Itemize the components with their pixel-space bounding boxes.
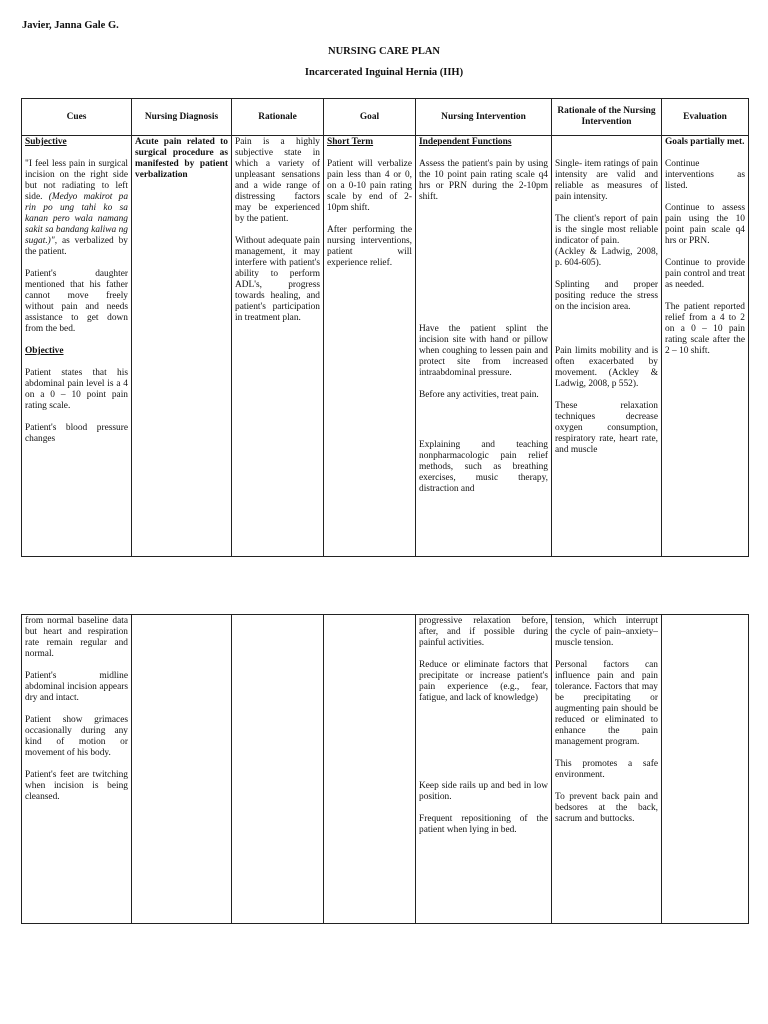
intervention-rationale-cell (552, 136, 662, 557)
intervention-text: Keep side rails up and bed in low position. (419, 781, 548, 802)
intervention-text: Frequent repositioning of the patient when lying in bed. (419, 814, 548, 835)
intervention-rationale-text: To prevent back pain and bedsores at the back, sacrum and buttocks. (555, 792, 658, 824)
cue-text: Patient's daughter mentioned that his father cannot move freely without pain and needs assistance to get down from the bed. (25, 269, 128, 334)
rationale-cell (232, 615, 324, 924)
rationale-text: Pain is a highly subjective state in which a variety of unpleasant sensations and a wide range of distressing factors may be experienced by the patient. (235, 137, 320, 224)
column-header-intervention-rationale: Rationale of the Nursing Intervention (552, 99, 662, 136)
author-name: Javier, Janna Gale G. (22, 20, 119, 31)
intervention-text: progressive relaxation before, after, and if possible during painful activities. (419, 616, 548, 648)
intervention-text: Reduce or eliminate factors that precipitate or increase patient's pain experience (e.g., fear, fatigue, and lack of knowledge) (419, 660, 548, 703)
cue-text (25, 159, 128, 258)
intervention-text: Explaining and teaching nonpharmacologic pain relief methods, such as breathing exercises, music therapy, distraction and (419, 440, 548, 494)
evaluation-status: Goals partially met. (665, 137, 745, 147)
table-row (22, 136, 749, 557)
cue-text: Patient states that his abdominal pain level is a 4 on a 0 – 10 point pain rating scale. (25, 368, 128, 411)
document-subtitle: Incarcerated Inguinal Hernia (IIH) (304, 67, 464, 78)
intervention-rationale-text: Pain limits mobility and is often exacerbated by movement. (Ackley & Ladwig, 2008, p 552). (555, 346, 658, 389)
cues-cell (22, 136, 132, 557)
intervention-rationale-text: These relaxation techniques decrease oxygen consumption, respiratory rate, heart rate, and muscle (555, 401, 658, 455)
table-header-row (22, 99, 749, 136)
evaluation-text: Continue to assess pain using the 10 point pain scale q4 hrs or PRN. (665, 203, 745, 246)
nursing-diagnosis: Acute pain related to surgical procedure as manifested by patient verbalization (135, 137, 228, 180)
cue-text: Patient show grimaces occasionally during any kind of motion or movement of his body. (25, 715, 128, 758)
cue-text: Patient's midline abdominal incision appears dry and intact. (25, 671, 128, 703)
cue-text: from normal baseline data but heart and respiration rate remain regular and normal. (25, 616, 128, 659)
evaluation-cell (662, 615, 749, 924)
short-term-heading: Short Term (327, 137, 374, 147)
intervention-text: Have the patient splint the incision site with hand or pillow when coughing to lessen pain and protect site from increased intraabdominal pressure. (419, 324, 548, 378)
intervention-text: Assess the patient's pain by using the 10 point pain rating scale q4 hrs or PRN during the 2-10pm shift. (419, 159, 548, 202)
rationale-cell (232, 136, 324, 557)
patient-quote-translation: (Medyo makirot pa rin po ung tahi ko sa kanan pero wala namang sakit sa bandang kaliwa ng sugat.)", (25, 192, 128, 246)
intervention-cell (416, 615, 552, 924)
intervention-rationale-text: Personal factors can influence pain and pain tolerance. Factors that may be precipitating or augmenting pain should be reduced or eliminated to enhance the pain management program. (555, 660, 658, 747)
column-header-intervention: Nursing Intervention (416, 99, 552, 136)
intervention-cell (416, 136, 552, 557)
intervention-rationale-cell (552, 615, 662, 924)
column-header-cues: Cues (22, 99, 132, 136)
goal-text: After performing the nursing interventions, patient will experience relief. (327, 225, 412, 268)
column-header-diagnosis: Nursing Diagnosis (132, 99, 232, 136)
goal-cell (324, 615, 416, 924)
intervention-rationale-text: tension, which interrupt the cycle of pain–anxiety–muscle tension. (555, 616, 658, 648)
cue-text: Patient's blood pressure changes (25, 423, 128, 444)
care-plan-table-page-1 (21, 98, 749, 557)
rationale-text: Without adequate pain management, it may interfere with patient's ability to perform ADL's, progress towards healing, and patient's participation in treatment plan. (235, 236, 320, 323)
evaluation-cell (662, 136, 749, 557)
goal-text: Patient will verbalize pain less than 4 or 0, on a 0-10 pain rating scale by end of 2-10pm shift. (327, 159, 412, 213)
column-header-evaluation: Evaluation (662, 99, 749, 136)
subjective-heading: Subjective (25, 137, 67, 147)
evaluation-text: Continue to provide pain control and treat as needed. (665, 258, 745, 290)
diagnosis-cell (132, 136, 232, 557)
intervention-rationale-text: Single- item ratings of pain intensity are valid and reliable as measures of pain intensity. (555, 159, 658, 202)
intervention-rationale-text: This promotes a safe environment. (555, 759, 658, 780)
goal-cell (324, 136, 416, 557)
cue-text: Patient's feet are twitching when incision is being cleansed. (25, 770, 128, 802)
patient-quote: "I feel less pain in surgical incision on the right side but not radiating to left side. (25, 159, 128, 202)
evaluation-text: The patient reported relief from a 4 to 2 on a 0 – 10 pain rating scale after the 2 – 10 shift. (665, 302, 745, 356)
intervention-rationale-text: The client's report of pain is the single most reliable indicator of pain. (555, 214, 658, 246)
patient-quote-tail: as verbalized by the patient. (25, 236, 128, 257)
document-title: NURSING CARE PLAN (327, 46, 440, 57)
independent-functions-heading: Independent Functions (419, 137, 512, 147)
column-header-goal: Goal (324, 99, 416, 136)
column-header-rationale: Rationale (232, 99, 324, 136)
cues-cell (22, 615, 132, 924)
intervention-rationale-reference: (Ackley & Ladwig, 2008, p. 604-605). (555, 247, 658, 268)
table-row (22, 615, 749, 924)
intervention-text: Before any activities, treat pain. (419, 390, 539, 400)
diagnosis-cell (132, 615, 232, 924)
care-plan-table-page-2 (21, 614, 749, 924)
intervention-rationale-text: Splinting and proper positing reduce the stress on the incision area. (555, 280, 658, 312)
evaluation-text: Continue interventions as listed. (665, 159, 745, 191)
objective-heading: Objective (25, 346, 64, 356)
